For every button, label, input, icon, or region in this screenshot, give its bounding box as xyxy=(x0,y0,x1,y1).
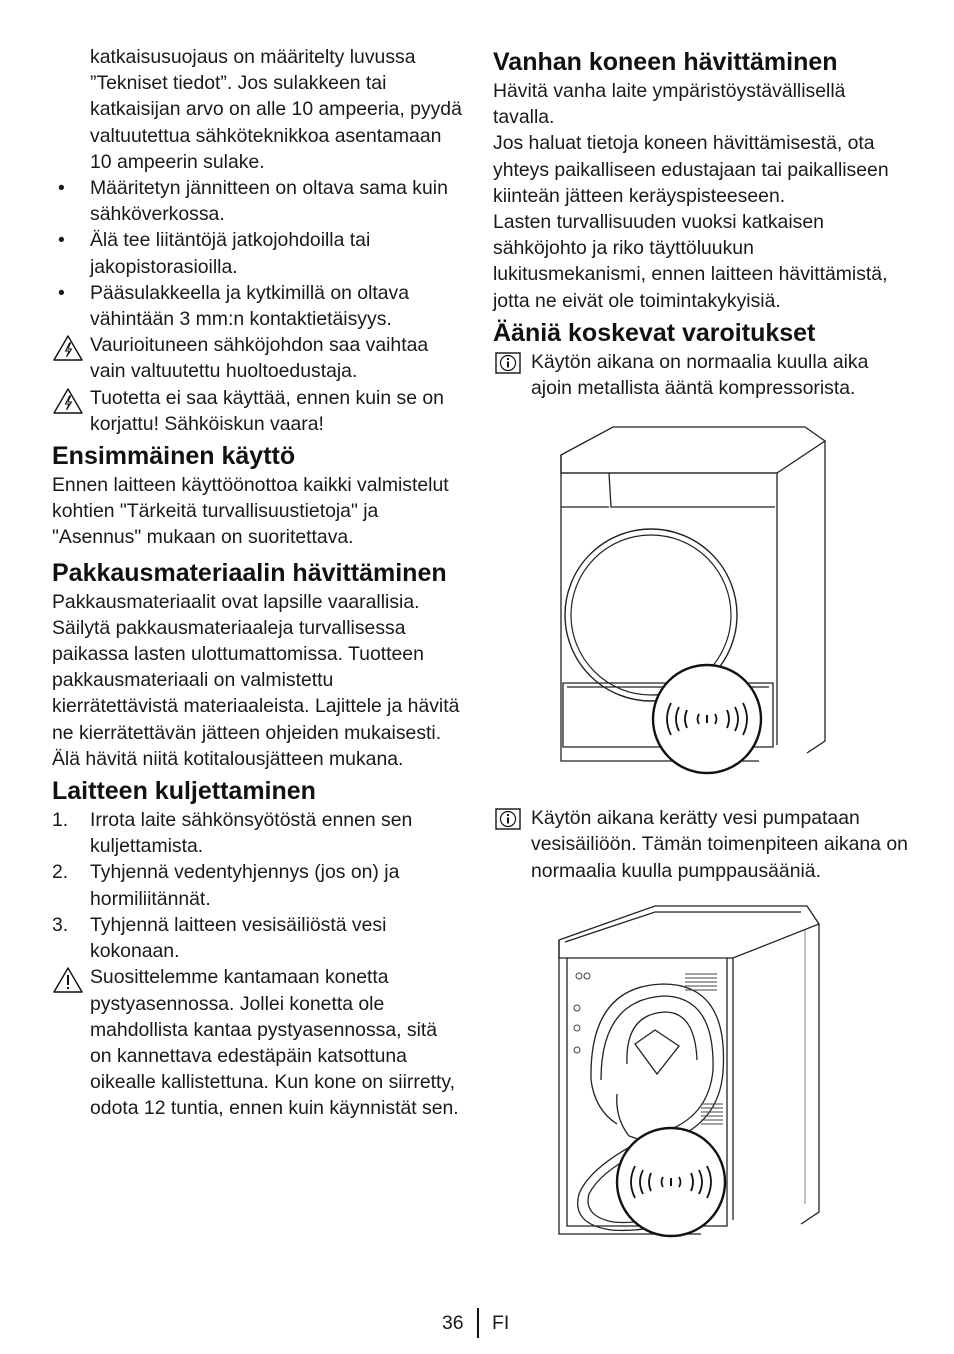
transport-step xyxy=(52,859,462,911)
step-number: 3. xyxy=(52,913,69,936)
step-number: 1. xyxy=(52,809,69,832)
info-icon xyxy=(495,352,521,374)
step-text: Irrota laite sähkönsyötöstä ennen sen kuljettamista. xyxy=(90,809,413,858)
right-column xyxy=(493,44,908,1256)
dryer-internal-illustration xyxy=(551,904,841,1256)
page-number: 36 xyxy=(442,1312,464,1334)
bullet-text: Älä tee liitäntöjä jatkojohdoilla tai jakopistorasioilla. xyxy=(90,229,371,278)
transport-warning xyxy=(52,964,462,1121)
step-text: Tyhjennä vedentyhjennys (jos on) ja hormiliitännät. xyxy=(90,861,400,910)
left-column xyxy=(52,44,462,1122)
warning-text: Vaurioituneen sähköjohdon saa vaihtaa vain valtuutettu huoltoedustaja. xyxy=(90,334,429,383)
electric-warning-2 xyxy=(52,385,462,437)
intro-continuation: katkaisusuojaus on määritelty luvussa ”Tekniset tiedot”. Jos sulakkeen tai katkaisijan arvo on alle 10 ampeeria, pyydä valtuutettua sähköteknikkoa asentamaan 10 ampeerin sulake. xyxy=(90,46,462,173)
heading-noise: Ääniä koskevat varoitukset xyxy=(493,318,816,347)
bullet-item xyxy=(52,175,462,227)
warning-text: Suosittelemme kantamaan konetta pystyasennossa. Jollei konetta ole mahdollista kantaa pystyasennossa, sitä on kannettava edestäpäin katsottuna oikealle kallistettuna. Kun kone on siirretty, odota 12 tuntia, ennen kuin käynnistät sen. xyxy=(90,966,459,1120)
footer-divider xyxy=(477,1308,479,1338)
page-footer xyxy=(0,1308,954,1338)
bullet-text: Pääsulakkeella ja kytkimillä on oltava vähintään 3 mm:n kontaktietäisyys. xyxy=(90,281,410,331)
bullet-dot: • xyxy=(58,281,65,304)
dryer-front-illustration xyxy=(549,425,849,787)
info-text: Käytön aikana on normaalia kuulla aika ajoin metallista ääntä kompressorista. xyxy=(531,350,869,400)
bullet-text: Määritetyn jännitteen on oltava sama kuin sähköverkossa. xyxy=(90,177,448,226)
old-machine-text: Hävitä vanha laite ympäristöystävällisellä tavalla. Jos haluat tietoja koneen hävittämisestä, ota yhteys paikalliseen edustajaan tai paikalliseen kiinteän jätteen keräyspisteeseen. Lasten turvallisuuden vuoksi katkaisen sähköjohto ja riko täyttöluukun lukitusmekanismi, ennen laitteen hävittämistä, jotta ne eivät ole toimintakykyisiä. xyxy=(493,80,889,312)
transport-step xyxy=(52,912,462,964)
electric-warning-icon xyxy=(52,387,84,415)
info-note-2 xyxy=(493,805,908,884)
heading-old-machine: Vanhan koneen hävittäminen xyxy=(493,48,838,76)
first-use-text: Ennen laitteen käyttöönottoa kaikki valmistelut kohtien "Tärkeitä turvallisuustietoja" ja "Asennus" mukaan on suoritettava. xyxy=(52,474,449,549)
info-text: Käytön aikana kerätty vesi pumpataan vesisäiliöön. Tämän toimenpiteen aikana on normaalia kuulla pumppausääniä. xyxy=(531,807,908,882)
bullet-item xyxy=(52,280,462,332)
step-number: 2. xyxy=(52,861,69,884)
heading-first-use: Ensimmäinen käyttö xyxy=(52,442,296,471)
info-note-1 xyxy=(493,349,908,401)
warning-text: Tuotetta ei saa käyttää, ennen kuin se on korjattu! Sähköiskun vaara! xyxy=(90,386,444,435)
transport-step xyxy=(52,807,462,859)
packaging-text: Pakkausmateriaalit ovat lapsille vaarallisia. Säilytä pakkausmateriaaleja turvallisessa paikassa lasten ulottumattomissa. Tuotteen pakkausmateriaali on valmistettu kierrätettävistä materiaaleista. Lajittele ja hävitä ne kierrätettävän jätteen ohjeiden mukaisesti. Älä hävitä niitä kotitalousjätteen mukana. xyxy=(52,590,460,770)
electric-warning-icon xyxy=(52,334,84,362)
language-code: FI xyxy=(492,1312,510,1334)
heading-transport: Laitteen kuljettaminen xyxy=(52,777,316,806)
bullet-dot: • xyxy=(58,229,65,252)
heading-packaging: Pakkausmateriaalin hävittäminen xyxy=(52,558,447,587)
bullet-item xyxy=(52,227,462,279)
warning-triangle-icon xyxy=(52,966,84,994)
step-text: Tyhjennä laitteen vesisäiliöstä vesi kokonaan. xyxy=(90,913,387,963)
electric-warning-1 xyxy=(52,332,462,384)
bullet-dot: • xyxy=(58,177,65,200)
info-icon xyxy=(495,808,521,830)
